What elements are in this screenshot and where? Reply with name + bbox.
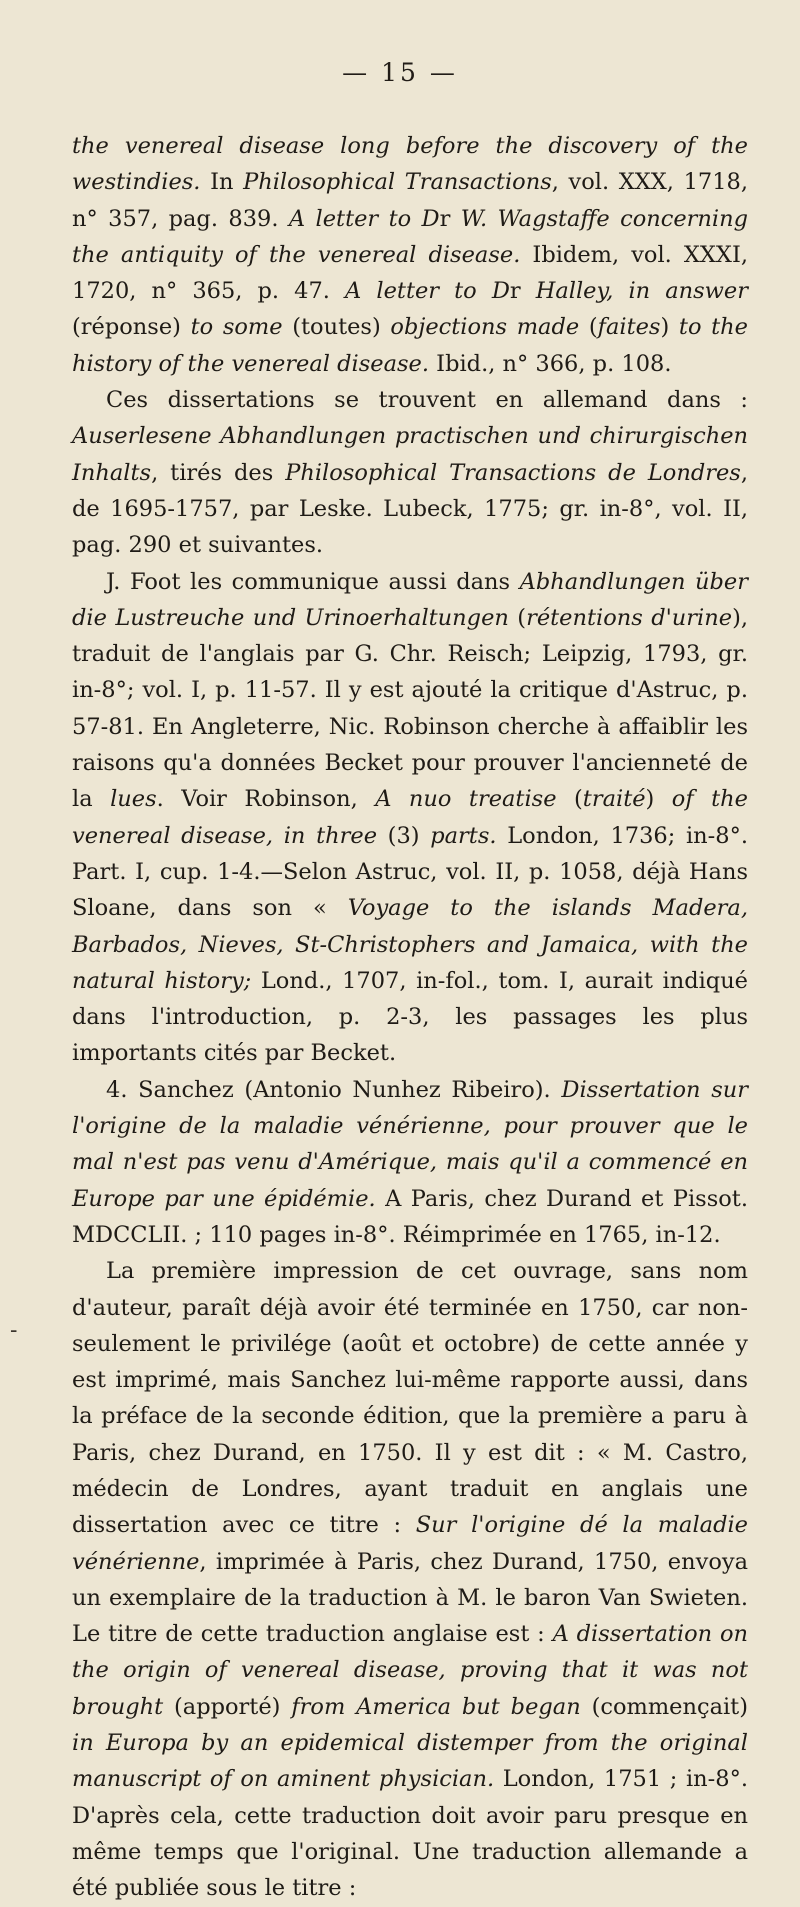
text-run: . Voir Robinson,	[156, 786, 376, 813]
italic-run: of the venereal disease, in three	[72, 786, 748, 849]
text-run: A Paris, chez Durand et Pissot. MDCCLII. ; 110 pages in-8°. Réimprimée en 1765, in-12.	[72, 1185, 748, 1248]
paragraph-sanchez	[72, 1072, 748, 1253]
text-run: (toutes)	[282, 314, 391, 341]
text-run: , de 1695-1757, par Leske. Lubeck, 1775; gr. in-8°, vol. II, pag. 290 et suivantes.	[72, 459, 748, 559]
italic-run: Voyage to the islands Madera, Barbados, Nieves, St-Christophers and Jamaica, with the natural history;	[72, 895, 748, 994]
text-run: (réponse)	[72, 314, 191, 341]
paragraph-first-impression	[72, 1253, 748, 1906]
italic-run: Abhandlungen über die Lustreuche und Urinoerhaltungen	[72, 568, 748, 631]
italic-run: in Europa by an epidemical distemper from the original manuscript of on aminent physician.	[72, 1730, 748, 1793]
margin-mark: -	[10, 1318, 18, 1343]
text-run: , vol. XXX, 1718, n° 357, pag. 839.	[72, 169, 748, 232]
text-run: , tirés des	[151, 459, 286, 486]
text-run: J. Foot les communique aussi dans	[106, 568, 520, 595]
italic-run: Philosophical Transactions	[243, 169, 552, 196]
text-run: (apporté)	[163, 1693, 292, 1720]
text-run: Lond., 1707, in-fol., tom. I, aurait indiqué dans l'introduction, p. 2-3, les passages les plus importants cités par Becket.	[72, 967, 748, 1067]
text-run: (	[508, 604, 527, 631]
text-run: )	[645, 786, 672, 813]
text-run: 4. Sanchez (Antonio Nunhez Ribeiro).	[106, 1076, 562, 1103]
italic-run: Dissertation sur l'origine de la maladie vénérienne, pour prouver que le mal n'est pas venu d'Amérique, mais qu'il a commencé en Europe par une épidémie.	[72, 1076, 749, 1212]
paragraph-wagstaffe-halley	[72, 128, 748, 382]
paragraph-foot	[72, 564, 748, 1072]
italic-run: A letter to D	[345, 278, 510, 305]
text-run: r	[439, 205, 451, 232]
italic-run: the venereal disease long before the discovery of the westindies.	[72, 133, 748, 196]
italic-run: Auserlesene Abhandlungen practischen und chirurgischen Inhalts	[72, 423, 748, 486]
italic-run: lues	[110, 786, 157, 813]
italic-run: Philosophical Transactions de Londres	[285, 459, 741, 486]
italic-run: from America but began	[291, 1693, 581, 1720]
italic-run: Halley, in answer	[520, 278, 749, 305]
text-run: London, 1736; in-8°. Part. I, cup. 1-4.—Selon Astruc, vol. II, p. 1058, déjà Hans Sloane, dans son «	[72, 822, 748, 922]
text-run: r	[509, 278, 521, 305]
italic-run: to the history of the venereal disease.	[72, 314, 748, 377]
text-run: ), traduit de l'anglais par G. Chr. Reisch; Leipzig, 1793, gr. in-8°; vol. I, p. 11-57. Il y est ajouté la critique d'Astruc, p. 57-81. En Angleterre, Nic. Robinson cherche à affaiblir les raisons qu'a données Becket pour prouver l'ancienneté de la	[72, 604, 748, 813]
text-run: Ibidem, vol. XXXI, 1720, n° 365, p. 47.	[72, 241, 748, 305]
italic-run: traité	[582, 786, 646, 813]
text-run: (	[579, 314, 598, 341]
italic-run: rétentions d'urine	[526, 604, 733, 631]
paragraph-leske	[72, 382, 748, 563]
italic-run: parts.	[430, 822, 497, 849]
page-number: — 15 —	[342, 58, 458, 87]
text-run: (3)	[377, 822, 431, 849]
text-run: In	[200, 169, 244, 196]
italic-run: objections made	[390, 314, 580, 341]
italic-run: W. Wagstaffe concerning the antiquity of the venereal disease.	[72, 205, 749, 268]
body-text	[72, 128, 748, 1907]
italic-run: faites	[597, 314, 661, 341]
text-run: London, 1751 ; in-8°. D'après cela, cette traduction doit avoir paru presque en même temps que l'original. Une traduction allemande a été publiée sous le titre :	[72, 1766, 748, 1902]
italic-run: A dissertation on the origin of venereal disease, proving that it was not brought	[72, 1621, 748, 1720]
text-run: La première impression de cet ouvrage, sans nom d'auteur, paraît déjà avoir été terminée en 1750, car non-seulement le privilége (août et octobre) de cette année y est imprimé, mais Sanchez lui-même rapporte aussi, dans la préface de la seconde édition, que la première a paru à Paris, chez Durand, en 1750. Il y est dit : « M. Castro, médecin de Londres, ayant traduit en anglais une dissertation avec ce titre :	[72, 1258, 748, 1539]
text-run: (	[556, 786, 583, 813]
italic-run: A letter to D	[288, 205, 440, 232]
text-run: (commençait)	[580, 1693, 748, 1720]
italic-run: Sur l'origine dé la maladie vénérienne	[72, 1512, 748, 1575]
text-run: )	[660, 314, 679, 341]
text-run: Ibid., n° 366, p. 108.	[429, 350, 672, 377]
italic-run: A nuo treatise	[375, 786, 557, 813]
text-run: , imprimée à Paris, chez Durand, 1750, envoya un exemplaire de la traduction à M. le baron Van Swieten. Le titre de cette traduction anglaise est :	[72, 1548, 748, 1648]
text-run: Ces dissertations se trouvent en allemand dans :	[106, 387, 748, 414]
italic-run: to some	[190, 314, 283, 341]
